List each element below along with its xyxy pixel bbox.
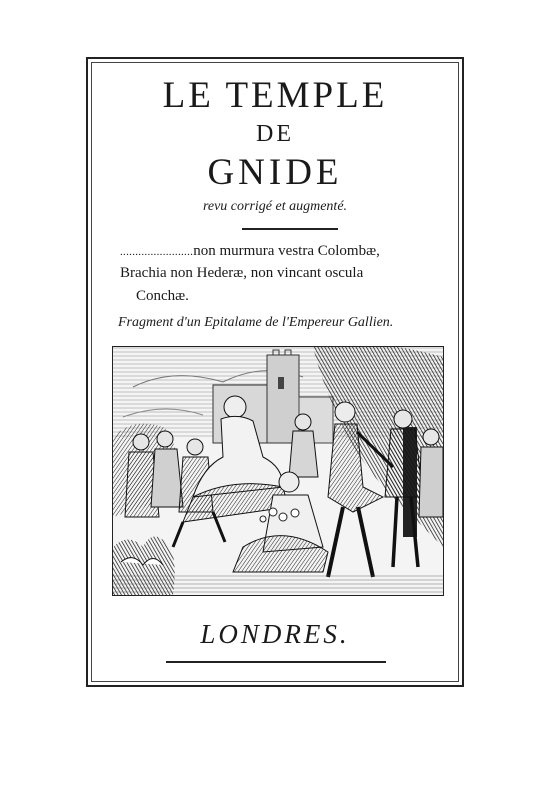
epigraph-line-1 xyxy=(120,241,460,262)
frontispiece-engraving xyxy=(112,346,444,596)
title-line-1: LE TEMPLE xyxy=(162,75,388,116)
title-line-3: GNIDE xyxy=(207,152,343,193)
epigraph-line-2: Brachia non Hederæ, non vincant oscula xyxy=(120,265,364,281)
divider-rule-top xyxy=(242,228,338,230)
divider-rule-bottom xyxy=(166,661,386,663)
title-line-2: DE xyxy=(256,121,294,147)
engraving-pastoral-dance-scene-icon xyxy=(113,347,443,595)
epigraph-ellipsis: ........................ xyxy=(120,246,194,258)
imprint-place: LONDRES. xyxy=(200,619,350,649)
epigraph-text-1: non murmura vestra Colombæ, xyxy=(193,243,380,259)
epigraph-attribution: Fragment d'un Epitalame de l'Empereur Gallien. xyxy=(118,315,394,330)
epigraph-line-3: Conchæ. xyxy=(136,288,189,304)
subtitle: revu corrigé et augmenté. xyxy=(202,199,348,214)
